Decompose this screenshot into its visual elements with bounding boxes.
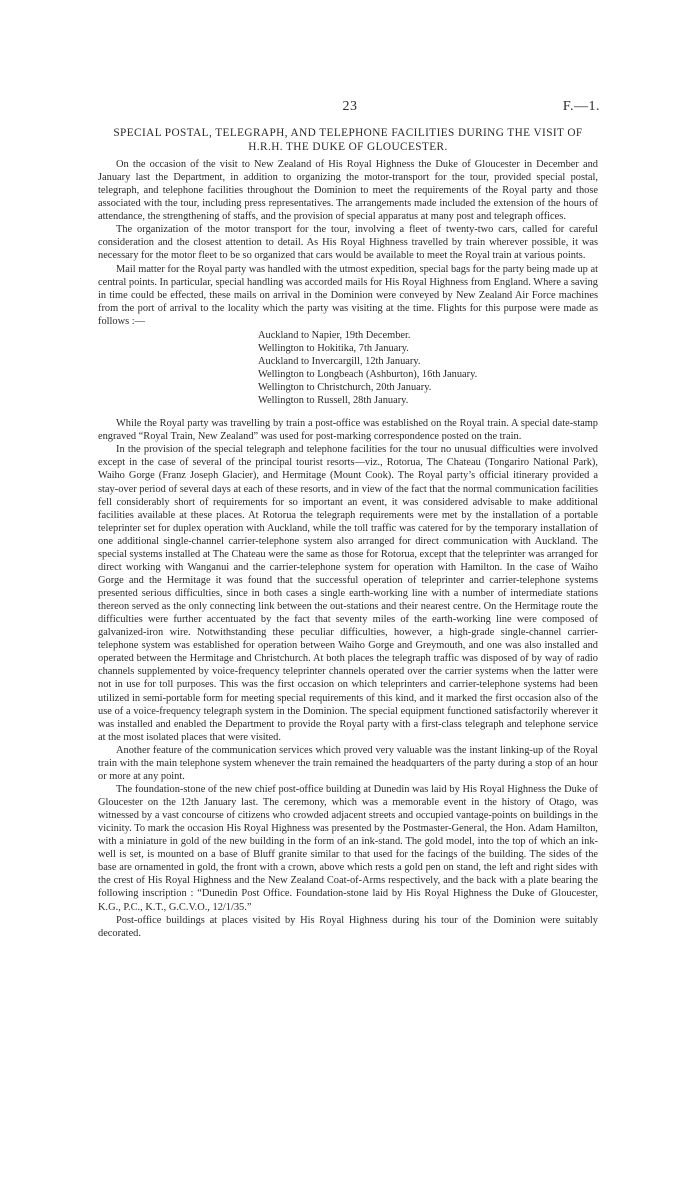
paragraph-motor-transport: The organization of the motor transport for the tour, involving a fleet of twenty-two cars, called for careful consideration and the closest attention to detail. As His Royal Highness travelled by train wherever possible, it was necessary for the motor fleet to be so organized that cars would be available to meet the Royal train at various points. bbox=[98, 224, 598, 262]
body-text bbox=[98, 158, 598, 940]
flight-item: Auckland to Invercargill, 12th January. bbox=[258, 355, 421, 367]
paragraph-decorations: Post-office buildings at places visited by His Royal Highness during his tour of the Dominion were suitably decorated. bbox=[98, 914, 598, 939]
page-number: 23 bbox=[342, 99, 358, 114]
paragraph-royal-train-post-office: While the Royal party was travelling by train a post-office was established on the Royal train. A special date-stamp engraved “Royal Train, New Zealand” was used for post-marking correspondence posted on the train. bbox=[98, 418, 598, 443]
paragraph-telegraph-telephone: In the provision of the special telegraph and telephone facilities for the tour no unusual difficulties were involved except in the case of several of the principal tourist resorts—viz., Rotorua, The Chateau (Tongariro National Park), Waiho Gorge (Franz Joseph Glacier), and Hermitage (Mount Cook). The Royal party’s official itinerary provided a stay-over period of several days at each of these resorts, and in view of the fact that the normal communication facilities fell considerably short of requirements for so important an event, it was considered advisable to make additional facilities available at these places. At Rotorua the telegraph requirements were met by the installation of a portable teleprinter set for duplex operation with Auckland, while the toll traffic was catered for by the temporary installation of one additional single-channel carrier-telephone system also arranged for direct communication with Auckland. The special systems installed at The Chateau were the same as those for Rotorua, except that the teleprinter was arranged for direct working with Wanganui and the carrier-telephone system for operation with Hamilton. In the case of Waiho Gorge and the Hermitage it was found that the successful operation of teleprinter and carrier-telephone systems presented serious difficulties, since in both cases a single earth-working line with a number of intermediate stations thereon served as the only connecting link between the out-stations and their nearest centre. On the Hermitage route the difficulties were further accentuated by the fact that seventy miles of the earth-working line were composed of galvanized-iron wire. Notwithstanding these peculiar difficulties, however, a high-grade single-channel carrier-telephone system was established for operation between Waiho Gorge and Greymouth, and one was also installed and operated between the Hermitage and Christchurch. At both places the telegraph traffic was disposed of by way of radio channels supplemented by voice-frequency teleprinter channels operated over the carrier systems when the latter were not in use for toll purposes. This was the first occasion on which teleprinters and carrier-telephone systems had been utilized in semi-portable form for meeting special requirements of this kind, and it marked the first occasion also of the use of a voice-frequency telegraph system in the Dominion. The special equipment functioned satisfactorily wherever it was installed and enabled the Department to provide the Royal party with a first-class telegraph and telephone service at the most isolated places that were visited. bbox=[98, 444, 598, 743]
paragraph-mail-matter: Mail matter for the Royal party was handled with the utmost expedition, special bags for the party being made up at central points. In particular, special handling was accorded mails for His Royal Highness from England. Where a saving in time could be effected, these mails on arrival in the Dominion were conveyed by New Zealand Air Force machines from the port of arrival to the locality which the party was visiting at the time. Flights for this purpose were made as follows :— bbox=[98, 263, 598, 327]
flight-list bbox=[98, 329, 598, 407]
flight-item: Auckland to Napier, 19th December. bbox=[258, 329, 411, 341]
paragraph-train-telephone: Another feature of the communication services which proved very valuable was the instant linking-up of the Royal train with the main telephone system whenever the train remained the headquarters of the party during a stop of an hour or more at any point. bbox=[98, 744, 598, 782]
section-title bbox=[98, 126, 598, 154]
paragraph-intro: On the occasion of the visit to New Zealand of His Royal Highness the Duke of Gloucester in December and January last the Department, in addition to organizing the motor-transport for the tour, provided special postal, telegraph, and telephone facilities throughout the Dominion to meet the requirements of the Royal party and those associated with the tour, including press representatives. The arrangements made included the extension of the hours of attendance, the strengthening of staffs, and the provision of special apparatus at many post and telegraph offices. bbox=[98, 159, 598, 223]
paragraph-dunedin-foundation-stone: The foundation-stone of the new chief post-office building at Dunedin was laid by His Royal Highness the Duke of Gloucester on the 12th January last. The ceremony, which was a memorable event in the history of Otago, was witnessed by a vast concourse of citizens who crowded adjacent streets and occupied vantage-points on buildings in the vicinity. To mark the occasion His Royal Highness was presented by the Postmaster-General, the Hon. Adam Hamilton, with a miniature in gold of the new building in the form of an ink-stand. The gold model, into the top of which an ink-well is set, is mounted on a base of Bluff granite similar to that used for the facings of the building. The sides of the base are ornamented in gold, the front with a crown, above which rests a gold pen on stand, the left and right sides with the crest of His Royal Highness and the New Zealand Coat-of-Arms respectively, and the back with a plate bearing the following inscription : “Dunedin Post Office. Foundation-stone laid by His Royal Highness the Duke of Gloucester, K.G., P.C., K.T., G.C.V.O., 12/1/35.” bbox=[98, 783, 598, 913]
flight-item: Wellington to Longbeach (Ashburton), 16th January. bbox=[258, 369, 478, 380]
flight-item: Wellington to Hokitika, 7th January. bbox=[258, 342, 409, 354]
section-title-line-1: SPECIAL POSTAL, TELEGRAPH, AND TELEPHONE FACILITIES DURING THE VISIT OF bbox=[113, 127, 583, 139]
flight-item: Wellington to Christchurch, 20th January. bbox=[258, 382, 432, 394]
section-title-line-2: H.R.H. THE DUKE OF GLOUCESTER. bbox=[248, 141, 448, 153]
flight-item: Wellington to Russell, 28th January. bbox=[258, 395, 409, 407]
document-reference: F.—1. bbox=[562, 99, 600, 114]
